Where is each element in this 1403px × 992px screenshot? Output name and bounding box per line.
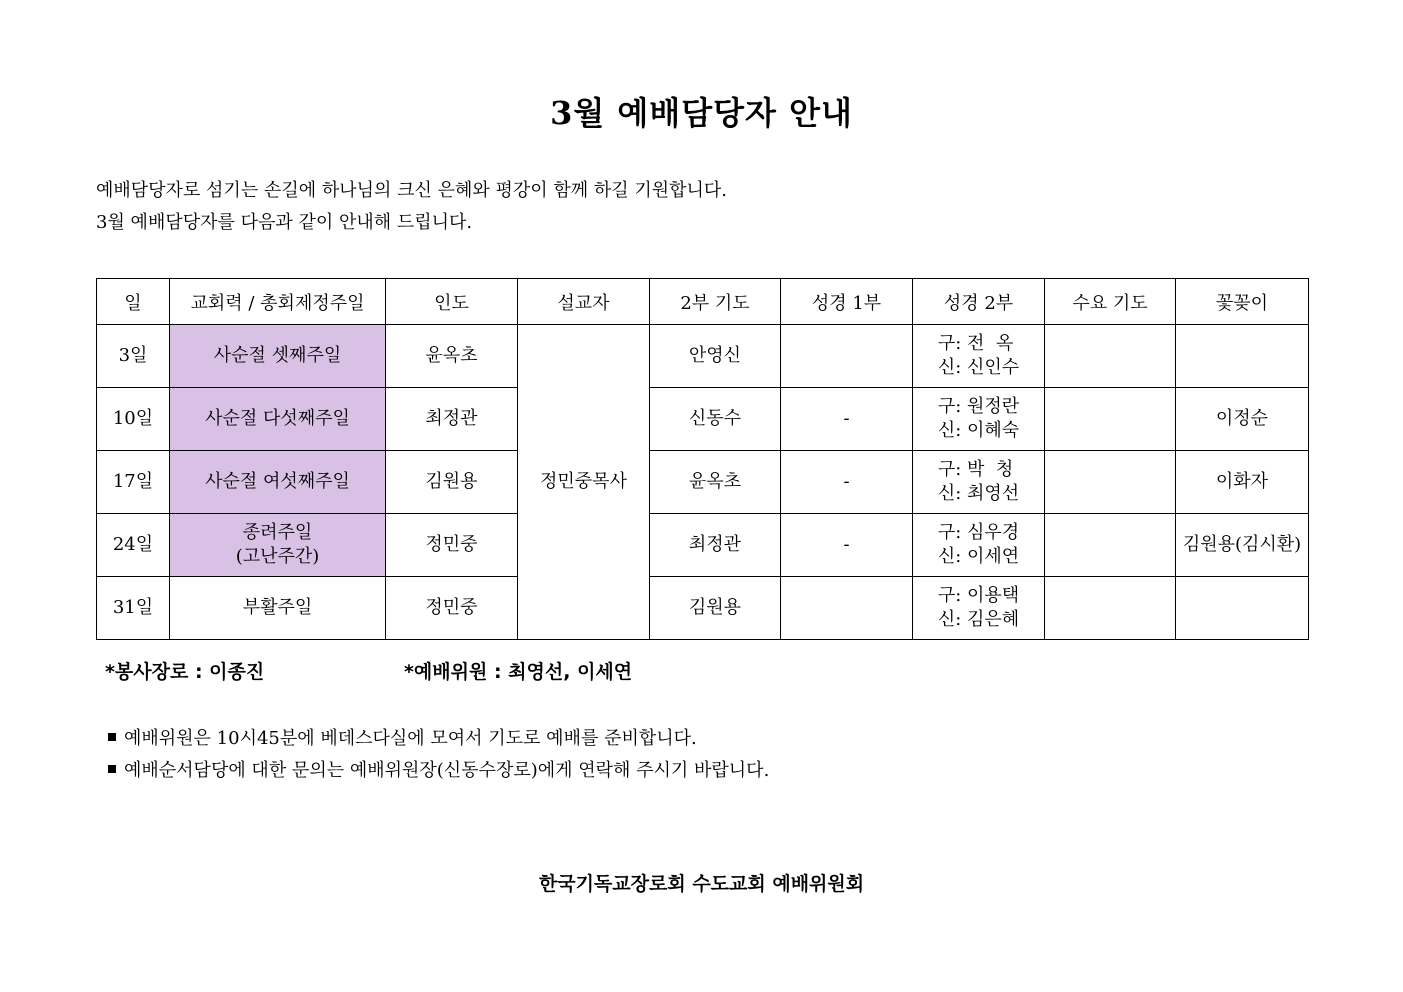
header-bible2: 성경 2부 (913, 279, 1045, 325)
prayer2-cell: 윤옥초 (650, 451, 781, 514)
header-leader: 인도 (386, 279, 518, 325)
calendar-text: 종려주일 (242, 522, 313, 543)
page-title: 3월 예배담당자 안내 (550, 94, 853, 132)
day-cell: 24일 (97, 514, 170, 577)
bible2-nt: 신: 최영선 (937, 483, 1020, 504)
flowers-cell: 김원용(김시환) (1176, 514, 1309, 577)
bible2-cell (913, 577, 1045, 640)
worship-committee: *예배위원 : 최영선, 이세연 (404, 661, 633, 683)
table-row (97, 388, 1309, 451)
bible2-nt: 신: 신인수 (937, 357, 1020, 378)
table-row (97, 325, 1309, 388)
note-item (108, 756, 769, 782)
bible1-cell (781, 577, 913, 640)
leader-cell: 최정관 (386, 388, 518, 451)
table-row (97, 451, 1309, 514)
leader-cell: 김원용 (386, 451, 518, 514)
calendar-cell (170, 577, 386, 640)
leader-cell: 정민중 (386, 514, 518, 577)
header-calendar: 교회력 / 총회제정주일 (170, 279, 386, 325)
prayer2-cell: 신동수 (650, 388, 781, 451)
preacher-cell: 정민중목사 (518, 325, 650, 640)
day-cell: 10일 (97, 388, 170, 451)
wed-prayer-cell (1045, 325, 1176, 388)
flowers-cell (1176, 577, 1309, 640)
header-row (97, 279, 1309, 325)
calendar-cell (170, 325, 386, 388)
service-elder: *봉사장로 : 이종진 (105, 661, 265, 683)
bible1-cell: - (781, 451, 913, 514)
leader-cell: 정민중 (386, 577, 518, 640)
bible1-cell: - (781, 514, 913, 577)
header-flowers: 꽃꽂이 (1176, 279, 1309, 325)
square-bullet-icon (108, 765, 116, 773)
wed-prayer-cell (1045, 577, 1176, 640)
day-cell: 3일 (97, 325, 170, 388)
prayer2-cell: 최정관 (650, 514, 781, 577)
day-cell: 31일 (97, 577, 170, 640)
table-row (97, 514, 1309, 577)
header-day: 일 (97, 279, 170, 325)
leader-cell: 윤옥초 (386, 325, 518, 388)
prayer2-cell: 안영신 (650, 325, 781, 388)
calendar-cell (170, 451, 386, 514)
wed-prayer-cell (1045, 514, 1176, 577)
square-bullet-icon (108, 733, 116, 741)
table-row (97, 577, 1309, 640)
bible2-cell (913, 325, 1045, 388)
bible2-ot: 구: 심우경 (937, 522, 1020, 543)
day-cell: 17일 (97, 451, 170, 514)
wed-prayer-cell (1045, 388, 1176, 451)
wed-prayer-cell (1045, 451, 1176, 514)
bible2-ot: 구: 원정란 (937, 396, 1020, 417)
bible1-cell: - (781, 388, 913, 451)
bible2-ot: 구: 박 청 (937, 459, 1014, 480)
calendar-text: 부활주일 (242, 597, 313, 618)
header-bible1: 성경 1부 (781, 279, 913, 325)
flowers-cell: 이화자 (1176, 451, 1309, 514)
calendar-cell (170, 514, 386, 577)
flowers-cell: 이정순 (1176, 388, 1309, 451)
bible2-ot: 구: 전 옥 (937, 333, 1014, 354)
calendar-cell (170, 388, 386, 451)
intro-line-1: 예배담당자로 섬기는 손길에 하나님의 크신 은혜와 평강이 함께 하길 기원합니다. (96, 180, 728, 201)
bible2-cell (913, 388, 1045, 451)
bible2-nt: 신: 이혜숙 (937, 420, 1020, 441)
bible2-nt: 신: 김은혜 (937, 609, 1020, 630)
footer-organization: 한국기독교장로회 수도교회 예배위원회 (538, 873, 865, 895)
bible2-ot: 구: 이용택 (937, 585, 1020, 606)
prayer2-cell: 김원용 (650, 577, 781, 640)
bible1-cell (781, 325, 913, 388)
schedule-table (96, 278, 1309, 640)
bible2-cell (913, 514, 1045, 577)
intro-line-2: 3월 예배담당자를 다음과 같이 안내해 드립니다. (96, 212, 473, 233)
note-item (108, 724, 697, 750)
calendar-text: 사순절 셋째주일 (213, 345, 342, 366)
bible2-nt: 신: 이세연 (937, 546, 1020, 567)
header-prayer2: 2부 기도 (650, 279, 781, 325)
bible2-cell (913, 451, 1045, 514)
calendar-subtext: (고난주간) (235, 546, 320, 567)
calendar-text: 사순절 여섯째주일 (205, 471, 350, 492)
note-text: 예배위원은 10시45분에 베데스다실에 모여서 기도로 예배를 준비합니다. (124, 728, 697, 749)
header-preacher: 설교자 (518, 279, 650, 325)
header-wed-prayer: 수요 기도 (1045, 279, 1176, 325)
flowers-cell (1176, 325, 1309, 388)
note-text: 예배순서담당에 대한 문의는 예배위원장(신동수장로)에게 연락해 주시기 바랍니다. (124, 760, 770, 781)
calendar-text: 사순절 다섯째주일 (205, 408, 350, 429)
